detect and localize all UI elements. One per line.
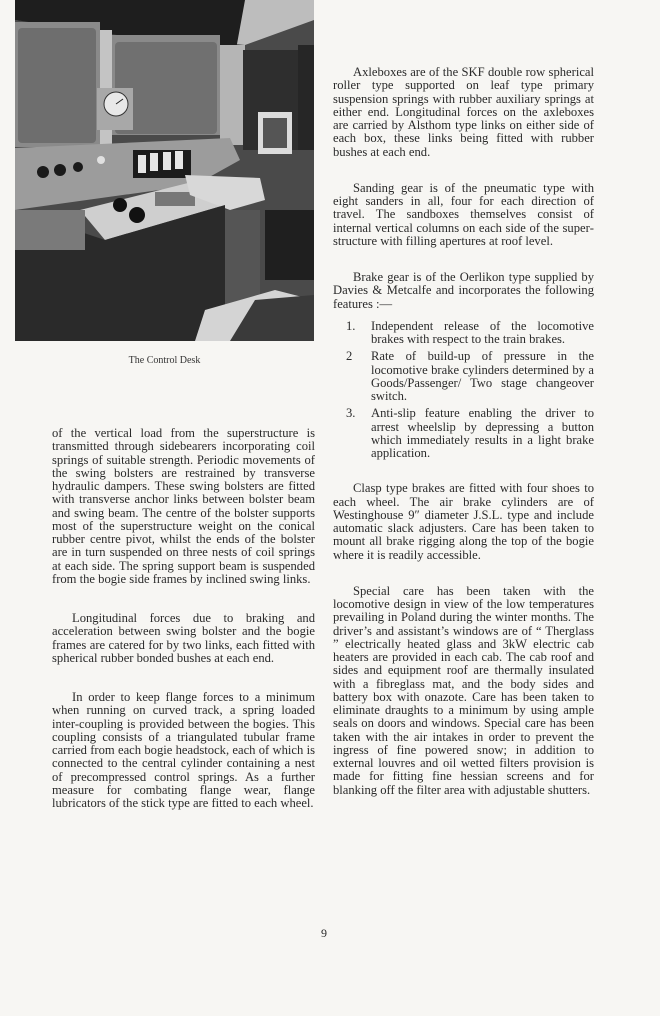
page-number: 9 [321,926,327,940]
feature-text: Anti-slip feature enabling the driver to arrest wheelslip by depressing a button which immediately results in a light brake application. [371,406,594,460]
feature-item [333,407,594,460]
feature-number: 2 [346,349,353,364]
paragraph-longitudinal-forces: Longitudinal forces due to braking and acceleration between swing bolster and the bogie frames are catered for by two links, each fitted with spherical rubber bonded bushes at each end. [52,611,315,665]
feature-number: 1. [346,318,356,333]
feature-number: 3. [346,406,356,421]
feature-text: Independent release of the locomotive brakes with respect to the train brakes. [371,318,594,346]
left-column [52,427,315,810]
control-desk-photo [15,0,314,341]
paragraph-clasp-brakes: Clasp type brakes are fitted with four shoes to each wheel. The air brake cylinders are of Westinghouse 9″ diameter J.S.L. type and include automatic slack adjusters. Care has been taken to mount all brake rigging along the top of the bogie where it is readily accessible. [333,481,594,562]
paragraph-inter-coupling: In order to keep flange forces to a minimum when running on curved track, a spring loaded inter-coupling is provided between the bogies. This coupling consists of a triangulated tubular frame carried from each bogie headstock, each of which is connected to the central cylinder containing a nest of precompressed control springs. As a further measure for combating flange wear, flange lubricators of the stick type are fitted to each wheel. [52,690,315,810]
feature-item [333,320,594,347]
cab-interior-illustration [15,0,314,341]
feature-text: Rate of build-up of pressure in the locomotive brake cylinders determined by a Goods/Passenger/ Two stage changeover switch. [371,349,594,403]
right-column [333,66,594,797]
paragraph-sanding-gear: Sanding gear is of the pneumatic type with eight sanders in all, four for each direction of travel. The sandboxes themselves consist of internal vertical columns on each side of the superstructure with filling apertures at roof level. [333,180,594,248]
brake-features-list [333,320,594,461]
paragraph-bogie-load: of the vertical load from the superstructure is transmitted through sidebearers incorporating coil springs of suitable strength. Periodic movements of the swing bolsters are restrained by transverse hydraulic dampers. These swing bolsters are fitted with transverse anchor links between bolster beam and swing beam. The centre of the bolster supports most of the superstructure weight on the conical rubber centre pivot, whilst the ends of the bolster are in turn suspended on three nests of coil springs at each side. The spring support beam is suspended from the bogie side frames by inclined swing links. [52,426,315,586]
feature-item [333,350,594,403]
figure-caption: The Control Desk [128,355,201,366]
paragraph-axleboxes: Axleboxes are of the SKF double row spherical roller type supported on leaf type primary suspension springs with rubber auxiliary springs at either end. Longitudinal forces on the axleboxes are carried by Alsthom type links on either side of each box, these links being fitted with rubber bushes at each end. [333,65,594,159]
paragraph-brake-gear: Brake gear is of the Oerlikon type supplied by Davies & Metcalfe and incorporates the following features :— [333,270,594,311]
paragraph-low-temperature: Special care has been taken with the locomotive design in view of the low temperatures prevailing in Poland during the winter months. The driver’s and assistant’s windows are of “ Therglass ” electrically heated glass and 3kW electric cab heaters are provided in each cab. The cab roof and sides and equipment roof are thermally insulated with a fibreglass mat, and the body sides and battery box with onazote. Care has been taken to eliminate draughts to a minimum by using ample seals on doors and windows. Special care has been taken with the air intakes in order to prevent the ingress of fine powered snow; in addition to external louvres and oil wetted filters provision is made for fitting fine hessian screens and for blanking off the filter area with adjustable shutters. [333,583,594,797]
